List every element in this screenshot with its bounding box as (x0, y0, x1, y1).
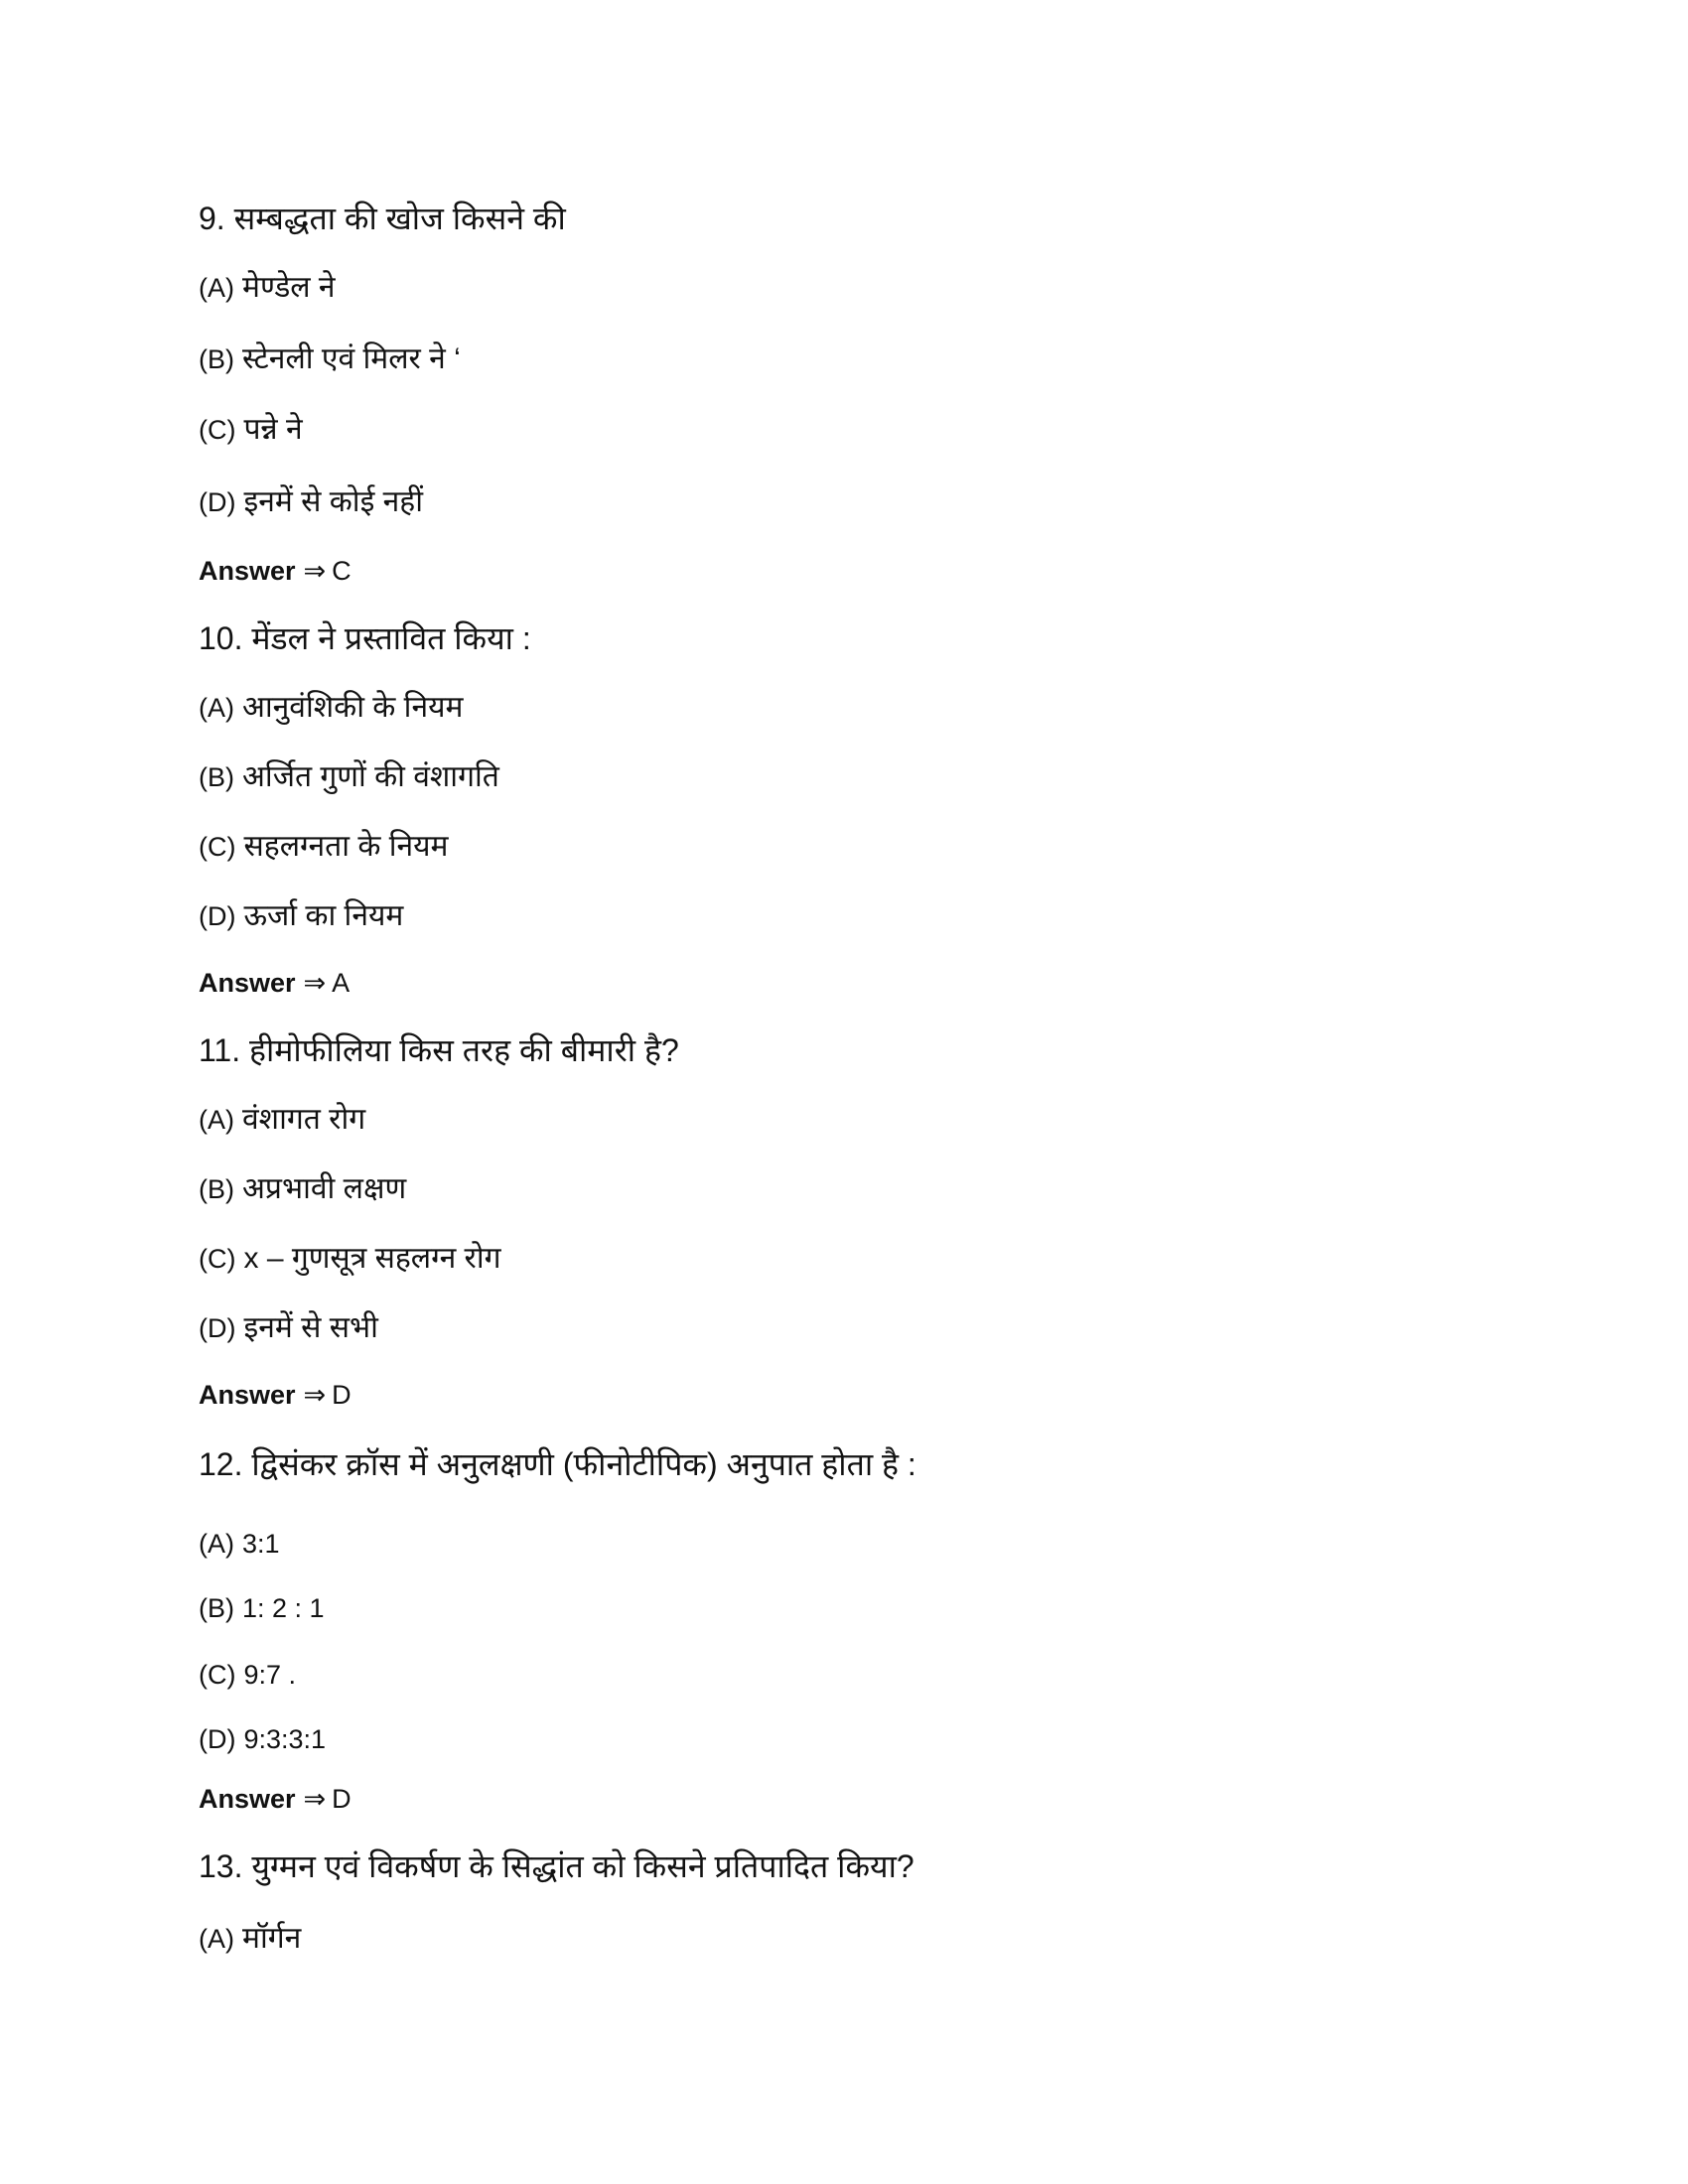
answer-label: Answer (199, 1380, 296, 1410)
option-c (199, 825, 448, 869)
option-d (199, 480, 423, 524)
option-text: मेण्डेल ने (242, 271, 336, 304)
question-13 (199, 1844, 914, 1888)
option-b (199, 755, 499, 799)
question-number: 12. (199, 1446, 243, 1482)
option-a (199, 1522, 280, 1566)
question-text: हीमोफीलिया किस तरह की बीमारी है? (249, 1032, 679, 1068)
option-a (199, 266, 336, 310)
option-label: (D) (199, 487, 236, 517)
option-d (199, 1717, 326, 1761)
option-label: (A) (199, 1105, 234, 1135)
option-text: 9:3:3:1 (243, 1724, 327, 1754)
option-label: (C) (199, 832, 236, 862)
option-text: इनमें से सभी (243, 1311, 378, 1344)
option-label: (A) (199, 1529, 234, 1559)
question-number: 9. (199, 201, 225, 236)
implies-arrow-icon: ⇒ (303, 556, 327, 586)
answer-value: A (332, 968, 351, 998)
question-number: 11. (199, 1032, 241, 1068)
option-text: वंशागत रोग (242, 1103, 366, 1136)
question-number: 10. (199, 620, 243, 656)
answer-line (199, 1373, 352, 1417)
option-d (199, 1306, 378, 1350)
option-text: स्टेनली एवं मिलर ने ‘ (242, 342, 461, 375)
implies-arrow-icon: ⇒ (303, 1784, 327, 1814)
question-text: द्विसंकर क्रॉस में अनुलक्षणी (फीनोटीपिक) अनुपात होता है : (251, 1446, 916, 1482)
option-text: आनुवंशिकी के नियम (242, 691, 464, 724)
option-label: (C) (199, 1660, 236, 1690)
option-label: (D) (199, 901, 236, 931)
option-b (199, 338, 461, 381)
option-label: (B) (199, 344, 234, 374)
option-label: (C) (199, 1244, 236, 1274)
option-label: (C) (199, 415, 236, 445)
option-text: 9:7 . (243, 1660, 297, 1690)
implies-arrow-icon: ⇒ (303, 1380, 327, 1410)
option-text: मॉर्गन (242, 1922, 302, 1955)
option-label: (A) (199, 273, 234, 303)
option-d (199, 894, 403, 938)
option-label: (D) (199, 1724, 236, 1754)
answer-label: Answer (199, 1784, 296, 1814)
question-text: युग्मन एवं विकर्षण के सिद्धांत को किसने प्रतिपादित किया? (251, 1848, 914, 1884)
option-c (199, 1653, 296, 1697)
option-label: (A) (199, 1924, 234, 1954)
option-label: (B) (199, 1174, 234, 1204)
option-text: सहलग्नता के नियम (243, 830, 449, 863)
option-text: अप्रभावी लक्षण (242, 1172, 407, 1205)
answer-value: C (332, 556, 352, 586)
question-text: सम्बद्धता की खोज किसने की (233, 201, 566, 236)
option-text: 1: 2 : 1 (242, 1593, 325, 1623)
implies-arrow-icon: ⇒ (303, 968, 327, 998)
option-text: ऊर्जा का नियम (243, 899, 404, 932)
answer-line (199, 1777, 352, 1821)
option-c (199, 408, 303, 452)
option-text: अर्जित गुणों की वंशागति (242, 760, 499, 793)
question-number: 13. (199, 1848, 243, 1884)
answer-line (199, 549, 352, 593)
question-text: मेंडल ने प्रस्तावित किया : (251, 620, 531, 656)
option-b (199, 1167, 406, 1211)
option-text: पन्ने ने (243, 413, 303, 446)
question-10 (199, 616, 531, 660)
option-a (199, 686, 463, 730)
option-label: (B) (199, 1593, 234, 1623)
option-a (199, 1917, 301, 1961)
option-c (199, 1237, 501, 1281)
question-11 (199, 1028, 679, 1072)
option-a (199, 1098, 365, 1142)
option-text: इनमें से कोई नहीं (243, 485, 423, 518)
option-label: (D) (199, 1313, 236, 1343)
option-label: (B) (199, 762, 234, 792)
option-label: (A) (199, 693, 234, 723)
option-b (199, 1586, 325, 1630)
question-12 (199, 1442, 916, 1486)
answer-value: D (332, 1380, 352, 1410)
option-text: x – गुणसूत्र सहलग्न रोग (243, 1242, 501, 1275)
question-9 (199, 197, 566, 240)
answer-line (199, 961, 350, 1005)
answer-value: D (332, 1784, 352, 1814)
answer-label: Answer (199, 556, 296, 586)
answer-label: Answer (199, 968, 296, 998)
option-text: 3:1 (242, 1529, 280, 1559)
